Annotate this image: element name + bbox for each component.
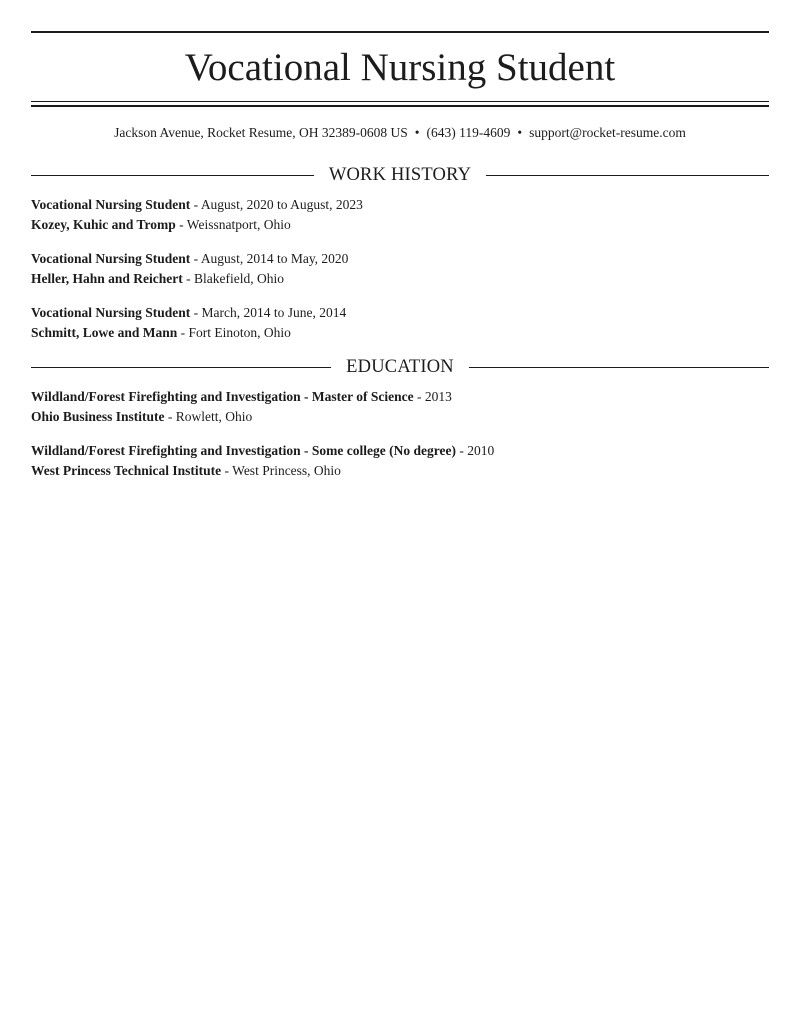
education-degree: Wildland/Forest Firefighting and Investigation - Some college (No degree) xyxy=(31,443,456,458)
education-location: West Princess, Ohio xyxy=(232,463,341,478)
dash: - xyxy=(193,305,199,320)
education-entry-degree-line xyxy=(31,441,769,461)
education-heading xyxy=(31,356,769,378)
work-company: Heller, Hahn and Reichert xyxy=(31,271,183,286)
education-entry xyxy=(31,441,769,481)
work-entry-company-line xyxy=(31,269,769,289)
work-role: Vocational Nursing Student xyxy=(31,305,191,320)
education-year: 2010 xyxy=(467,443,495,458)
contact-separator: • xyxy=(517,125,523,140)
heading-rule-right xyxy=(469,367,769,368)
education-entry xyxy=(31,387,769,427)
work-entry xyxy=(31,195,769,235)
work-entry xyxy=(31,249,769,289)
education-school: Ohio Business Institute xyxy=(31,409,165,424)
education-degree: Wildland/Forest Firefighting and Investigation - Master of Science xyxy=(31,389,414,404)
work-entry-role-line xyxy=(31,303,769,323)
top-rule xyxy=(31,31,769,33)
education-school: West Princess Technical Institute xyxy=(31,463,222,478)
contact-line xyxy=(31,124,769,142)
dash: - xyxy=(417,389,422,404)
title-rule-thin xyxy=(31,101,769,102)
education-location: Rowlett, Ohio xyxy=(175,409,253,424)
heading-rule-left xyxy=(31,367,331,368)
dash: - xyxy=(459,443,464,458)
work-history-heading xyxy=(31,164,769,186)
work-company: Kozey, Kuhic and Tromp xyxy=(31,217,176,232)
work-dates: August, 2014 to May, 2020 xyxy=(200,251,349,266)
heading-rule-left xyxy=(31,175,314,176)
work-company: Schmitt, Lowe and Mann xyxy=(31,325,178,340)
education-entry-school-line xyxy=(31,461,769,481)
work-location: Blakefield, Ohio xyxy=(194,271,284,286)
contact-address: Jackson Avenue, Rocket Resume, OH 32389-0608 US xyxy=(114,125,408,140)
work-entry-role-line xyxy=(31,249,769,269)
education-entry-degree-line xyxy=(31,387,769,407)
work-dates: August, 2020 to August, 2023 xyxy=(200,197,363,212)
section-title: WORK HISTORY xyxy=(328,165,472,185)
education-entry-school-line xyxy=(31,407,769,427)
work-entry-role-line xyxy=(31,195,769,215)
work-entry xyxy=(31,303,769,343)
dash: - xyxy=(180,325,186,340)
work-location: Fort Einoton, Ohio xyxy=(188,325,291,340)
page-title: Vocational Nursing Student xyxy=(184,46,616,89)
contact-phone: (643) 119-4609 xyxy=(426,125,511,140)
dash: - xyxy=(179,217,184,232)
dash: - xyxy=(193,197,199,212)
work-dates: March, 2014 to June, 2014 xyxy=(201,305,347,320)
dash: - xyxy=(193,251,199,266)
work-entry-company-line xyxy=(31,323,769,343)
dash: - xyxy=(224,463,230,478)
work-location: Weissnatport, Ohio xyxy=(186,217,291,232)
education-year: 2013 xyxy=(424,389,452,404)
title-rule-thick xyxy=(31,105,769,107)
contact-email: support@rocket-resume.com xyxy=(529,125,686,140)
dash: - xyxy=(167,409,173,424)
heading-rule-right xyxy=(486,175,769,176)
work-entry-company-line xyxy=(31,215,769,235)
work-role: Vocational Nursing Student xyxy=(31,251,191,266)
contact-separator: • xyxy=(414,125,420,140)
section-title: EDUCATION xyxy=(346,357,454,377)
work-role: Vocational Nursing Student xyxy=(31,197,191,212)
dash: - xyxy=(186,271,191,286)
